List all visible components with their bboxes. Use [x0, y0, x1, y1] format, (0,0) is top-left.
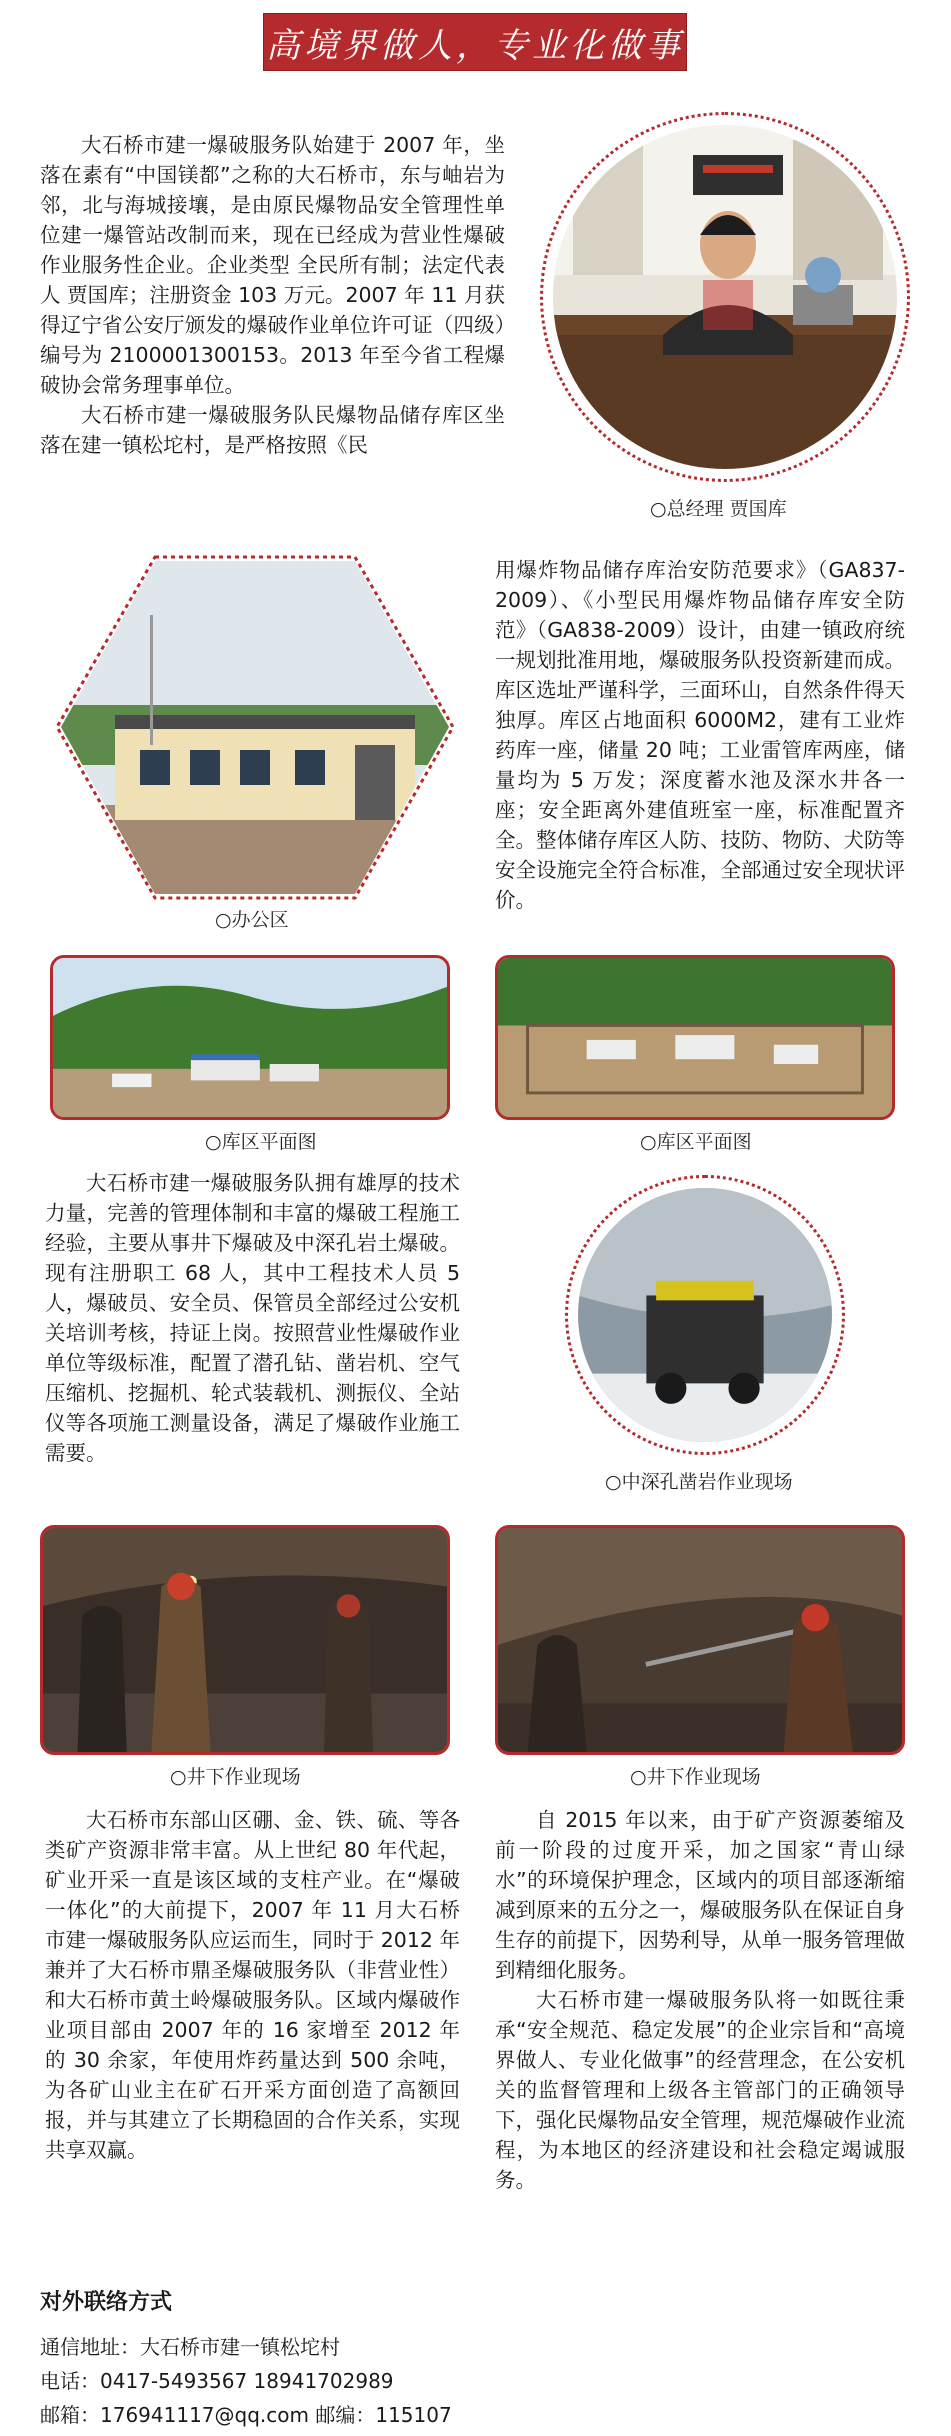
contact-block	[40, 2285, 900, 2432]
drilling-photo-frame	[565, 1175, 845, 1455]
underground-caption-2: ○井下作业现场	[630, 1766, 761, 1788]
underground-caption-1: ○井下作业现场	[170, 1766, 301, 1788]
underground-photo-1	[40, 1525, 450, 1755]
strength-text-block	[45, 1168, 460, 1468]
contact-title: 对外联络方式	[40, 2290, 173, 2315]
drilling-caption: ○中深孔凿岩作业现场	[605, 1471, 793, 1493]
contact-email: 邮箱：176941117@qq.com 邮编：115107	[40, 2403, 452, 2427]
office-photo	[55, 555, 455, 900]
depot-plan-caption-2: ○库区平面图	[640, 1131, 752, 1153]
slogan-text: 高境界做人，专业化做事	[266, 25, 684, 66]
history-right-block	[495, 1805, 905, 2195]
underground-photo-2	[495, 1525, 905, 1755]
drilling-photo	[578, 1188, 832, 1442]
intro-paragraph-1: 大石桥市建一爆破服务队始建于 2007 年，坐落在素有“中国镁都”之称的大石桥市，东与岫岩为邻，北与海城接壤，是由原民爆物品安全管理性单位建一爆管站改制而来，现在已经成为营业性爆破作业服务性企业。企业类型 全民所有制；法定代表人 贾国库；注册资金 103 万元。2007 年 11 月获得辽宁省公安厅颁发的爆破作业单位许可证（四级）编号为 2100001300153。2013 年至今省工程爆破协会常务理事单位。	[40, 133, 505, 397]
intro-text-block	[40, 130, 505, 460]
depot-text-block	[495, 555, 905, 915]
depot-plan-photo-2	[495, 955, 895, 1120]
intro-paragraph-2-start: 大石桥市建一爆破服务队民爆物品储存库区坐落在建一镇松坨村，是严格按照《民	[40, 403, 505, 457]
contact-phone: 电话：0417-5493567 18941702989	[40, 2369, 394, 2393]
slogan-banner	[260, 10, 690, 74]
depot-plan-caption-1: ○库区平面图	[205, 1131, 317, 1153]
manager-photo-frame	[540, 112, 910, 482]
history-left-paragraph: 大石桥市东部山区硼、金、铁、硫、等各类矿产资源非常丰富。从上世纪 80 年代起，矿业开采一直是该区域的支柱产业。在“爆破一体化”的大前提下，2007 年 11 月大石桥市建一爆破服务队应运而生，同时于 2012 年兼并了大石桥市鼎圣爆破服务队（非营业性）和大石桥市黄土岭爆破服务队。区域内爆破作业项目部由 2007 年的 16 家增至 2012 年的 30 余家，年使用炸药量达到 500 余吨，为各矿山业主在矿石开采方面创造了高额回报，并与其建立了长期稳固的合作关系，实现共享双赢。	[45, 1808, 460, 2162]
manager-photo	[553, 125, 897, 469]
office-caption: ○办公区	[215, 909, 289, 931]
strength-paragraph: 大石桥市建一爆破服务队拥有雄厚的技术力量，完善的管理体制和丰富的爆破工程施工经验，主要从事井下爆破及中深孔岩土爆破。现有注册职工 68 人，其中工程技术人员 5 人，爆破员、安全员、保管员全部经过公安机关培训考核，持证上岗。按照营业性爆破作业单位等级标准，配置了潜孔钻、凿岩机、空气压缩机、挖掘机、轮式装载机、测振仪、全站仪等各项施工测量设备，满足了爆破作业施工需要。	[45, 1171, 460, 1465]
contact-address: 通信地址：大石桥市建一镇松坨村	[40, 2335, 340, 2359]
history-right-paragraph-1: 自 2015 年以来，由于矿产资源萎缩及前一阶段的过度开采，加之国家“青山绿水”的环境保护理念，区域内的项目部逐渐缩减到原来的五分之一，爆破服务队在保证自身生存的前提下，因势利导，从单一服务管理做到精细化服务。	[495, 1808, 905, 1982]
depot-plan-photo-1	[50, 955, 450, 1120]
manager-caption: ○总经理 贾国库	[650, 498, 787, 520]
history-right-paragraph-2: 大石桥市建一爆破服务队将一如既往秉承“安全规范、稳定发展”的企业宗旨和“高境界做人、专业化做事”的经营理念，在公安机关的监督管理和上级各主管部门的正确领导下，强化民爆物品安全管理，规范爆破作业流程，为本地区的经济建设和社会稳定竭诚服务。	[495, 1988, 905, 2192]
intro-paragraph-2-continued: 用爆炸物品储存库治安防范要求》（GA837-2009）、《小型民用爆炸物品储存库安全防范》（GA838-2009）设计，由建一镇政府统一规划批准用地，爆破服务队投资新建而成。库区选址严谨科学，三面环山，自然条件得天独厚。库区占地面积 6000M2，建有工业炸药库一座，储量 20 吨；工业雷管库两座，储量均为 5 万发；深度蓄水池及深水井各一座；安全距离外建值班室一座，标准配置齐全。整体储存库区人防、技防、物防、犬防等安全设施完全符合标准，全部通过安全现状评价。	[495, 558, 905, 912]
history-left-block	[45, 1805, 460, 2165]
